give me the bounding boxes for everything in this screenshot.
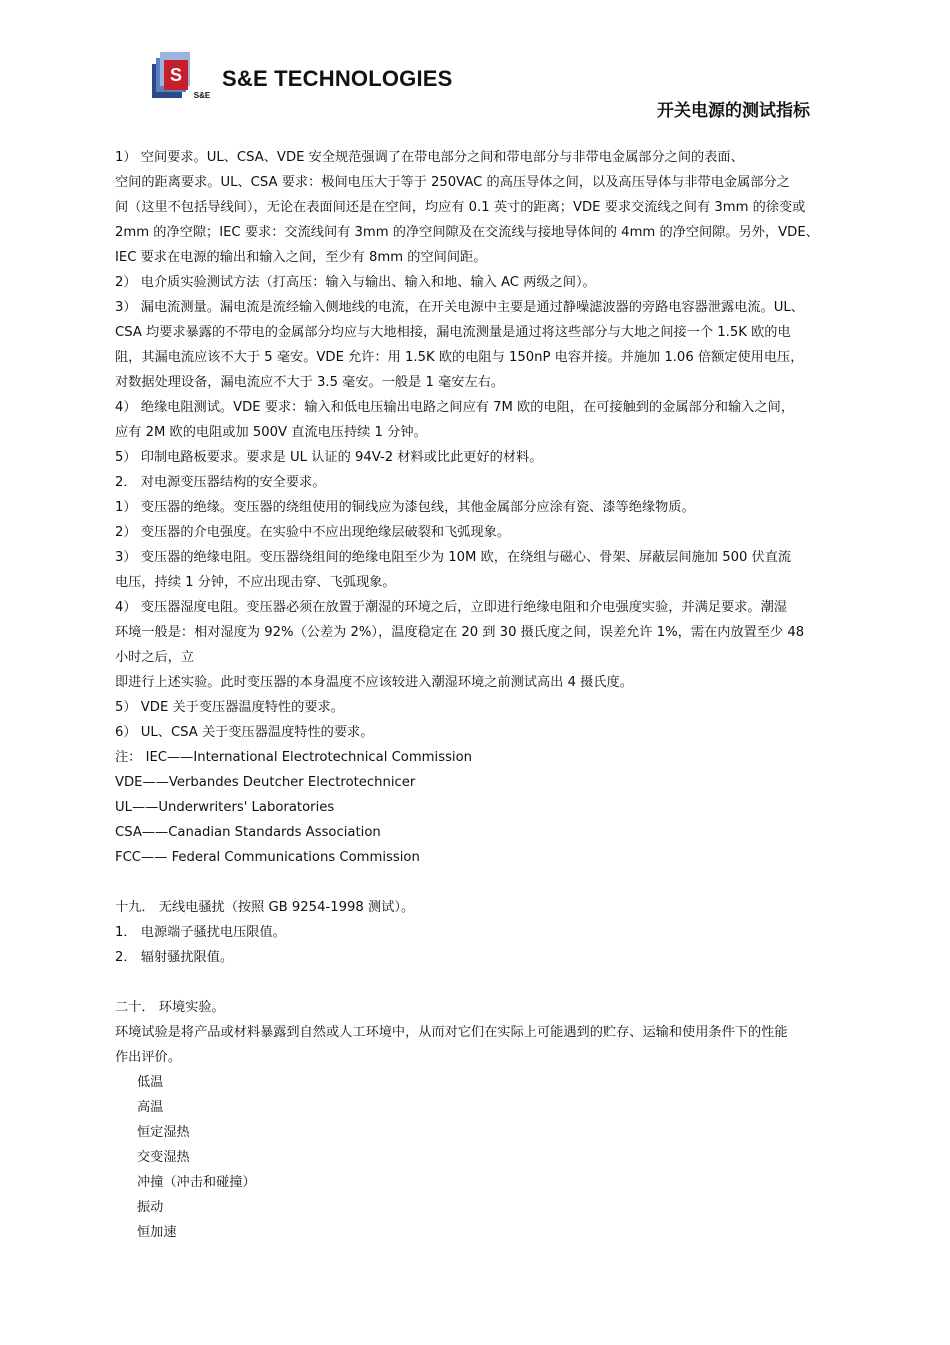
text-line: CSA——Canadian Standards Association xyxy=(115,825,381,840)
env-test-item: 高温 xyxy=(137,1100,164,1115)
text-line: 6） UL、CSA 关于变压器温度特性的要求。 xyxy=(115,725,374,740)
env-test-item: 冲撞（冲击和碰撞） xyxy=(137,1175,256,1190)
text-line: 1） 空间要求。UL、CSA、VDE 安全规范强调了在带电部分之间和带电部分与非带电金属部分之间的表面、 xyxy=(115,150,744,165)
document-title: 开关电源的测试指标 xyxy=(657,101,810,121)
text-line: 2mm 的净空隙；IEC 要求：交流线间有 3mm 的净空间隙及在交流线与接地导体间的 4mm 的净空间隙。另外，VDE、 xyxy=(115,225,819,240)
text-line: 环境一般是：相对湿度为 92%（公差为 2%），温度稳定在 20 到 30 摄氏度之间，误差允许 1%，需在内放置至少 48 xyxy=(115,625,805,640)
env-test-item: 恒加速 xyxy=(137,1225,177,1240)
text-line: 十九． 无线电骚扰（按照 GB 9254-1998 测试）。 xyxy=(115,900,415,915)
text-line: 5） VDE 关于变压器温度特性的要求。 xyxy=(115,700,344,715)
text-line: 4） 变压器湿度电阻。变压器必须在放置于潮湿的环境之后，立即进行绝缘电阻和介电强度实验，并满足要求。潮湿 xyxy=(115,600,787,615)
text-line: 3） 变压器的绝缘电阻。变压器绕组间的绝缘电阻至少为 10M 欧，在绕组与磁心、骨架、屏蔽层间施加 500 伏直流 xyxy=(115,550,792,565)
text-line: 对数据处理设备，漏电流应不大于 3.5 毫安。一般是 1 毫安左右。 xyxy=(115,375,505,390)
env-test-item: 恒定湿热 xyxy=(137,1125,190,1140)
text-line: 2） 电介质实验测试方法（打高压：输入与输出、输入和地、输入 AC 两级之间）。 xyxy=(115,275,596,290)
env-test-item: 振动 xyxy=(137,1200,164,1215)
text-line: VDE——Verbandes Deutcher Electrotechnicer xyxy=(115,775,416,790)
company-logo-icon xyxy=(152,50,212,102)
text-line: 阻，其漏电流应该不大于 5 毫安。VDE 允许：用 1.5K 欧的电阻与 150nP 电容并接。并施加 1.06 倍额定使用电压， xyxy=(115,350,804,365)
text-line: IEC 要求在电源的输出和输入之间，至少有 8mm 的空间间距。 xyxy=(115,250,487,265)
text-line: 注： IEC——International Electrotechnical Commission xyxy=(115,750,473,765)
text-line: 1） 变压器的绝缘。变压器的绕组使用的铜线应为漆包线，其他金属部分应涂有瓷、漆等绝缘物质。 xyxy=(115,500,695,515)
logo-text: S&E xyxy=(193,91,211,100)
text-line: 2． 辐射骚扰限值。 xyxy=(115,950,234,965)
text-line: 3） 漏电流测量。漏电流是流经输入侧地线的电流，在开关电源中主要是通过静噪滤波器的旁路电容器泄露电流。UL、 xyxy=(115,300,804,315)
text-line: 作出评价。 xyxy=(115,1050,181,1065)
text-line: FCC—— Federal Communications Commission xyxy=(115,850,420,865)
text-line: 电压，持续 1 分钟，不应出现击穿、飞弧现象。 xyxy=(115,575,396,590)
svg-text:S: S xyxy=(169,65,183,85)
document-body xyxy=(115,145,850,1245)
text-line: CSA 均要求暴露的不带电的金属部分均应与大地相接，漏电流测量是通过将这些部分与大地之间接一个 1.5K 欧的电 xyxy=(115,325,791,340)
text-line: 4） 绝缘电阻测试。VDE 要求：输入和低电压输出电路之间应有 7M 欧的电阻，在可接触到的金属部分和输入之间， xyxy=(115,400,795,415)
text-line: UL——Underwriters' Laboratories xyxy=(115,800,335,815)
text-line: 环境试验是将产品或材料暴露到自然或人工环境中，从而对它们在实际上可能遇到的贮存、运输和使用条件下的性能 xyxy=(115,1025,788,1040)
text-line: 2） 变压器的介电强度。在实验中不应出现绝缘层破裂和飞弧现象。 xyxy=(115,525,511,540)
text-line: 2． 对电源变压器结构的安全要求。 xyxy=(115,475,326,490)
text-line: 应有 2M 欧的电阻或加 500V 直流电压持续 1 分钟。 xyxy=(115,425,427,440)
text-line: 5） 印制电路板要求。要求是 UL 认证的 94V-2 材料或比此更好的材料。 xyxy=(115,450,543,465)
blank-line xyxy=(115,870,850,895)
env-test-item: 低温 xyxy=(137,1075,164,1090)
env-test-item: 交变湿热 xyxy=(137,1150,190,1165)
text-line: 空间的距离要求。UL、CSA 要求：极间电压大于等于 250VAC 的高压导体之间，以及高压导体与非带电金属部分之 xyxy=(115,175,790,190)
blank-line xyxy=(115,970,850,995)
text-line: 间（这里不包括导线间），无论在表面间还是在空间，均应有 0.1 英寸的距离；VDE 要求交流线之间有 3mm 的徐变或 xyxy=(115,200,806,215)
page-header xyxy=(0,0,950,130)
company-name: S&E TECHNOLOGIES xyxy=(222,66,453,91)
text-line: 即进行上述实验。此时变压器的本身温度不应该较进入潮湿环境之前测试高出 4 摄氏度。 xyxy=(115,675,633,690)
text-line: 1． 电源端子骚扰电压限值。 xyxy=(115,925,286,940)
text-line: 二十． 环境实验。 xyxy=(115,1000,225,1015)
text-line: 小时之后，立 xyxy=(115,650,195,665)
